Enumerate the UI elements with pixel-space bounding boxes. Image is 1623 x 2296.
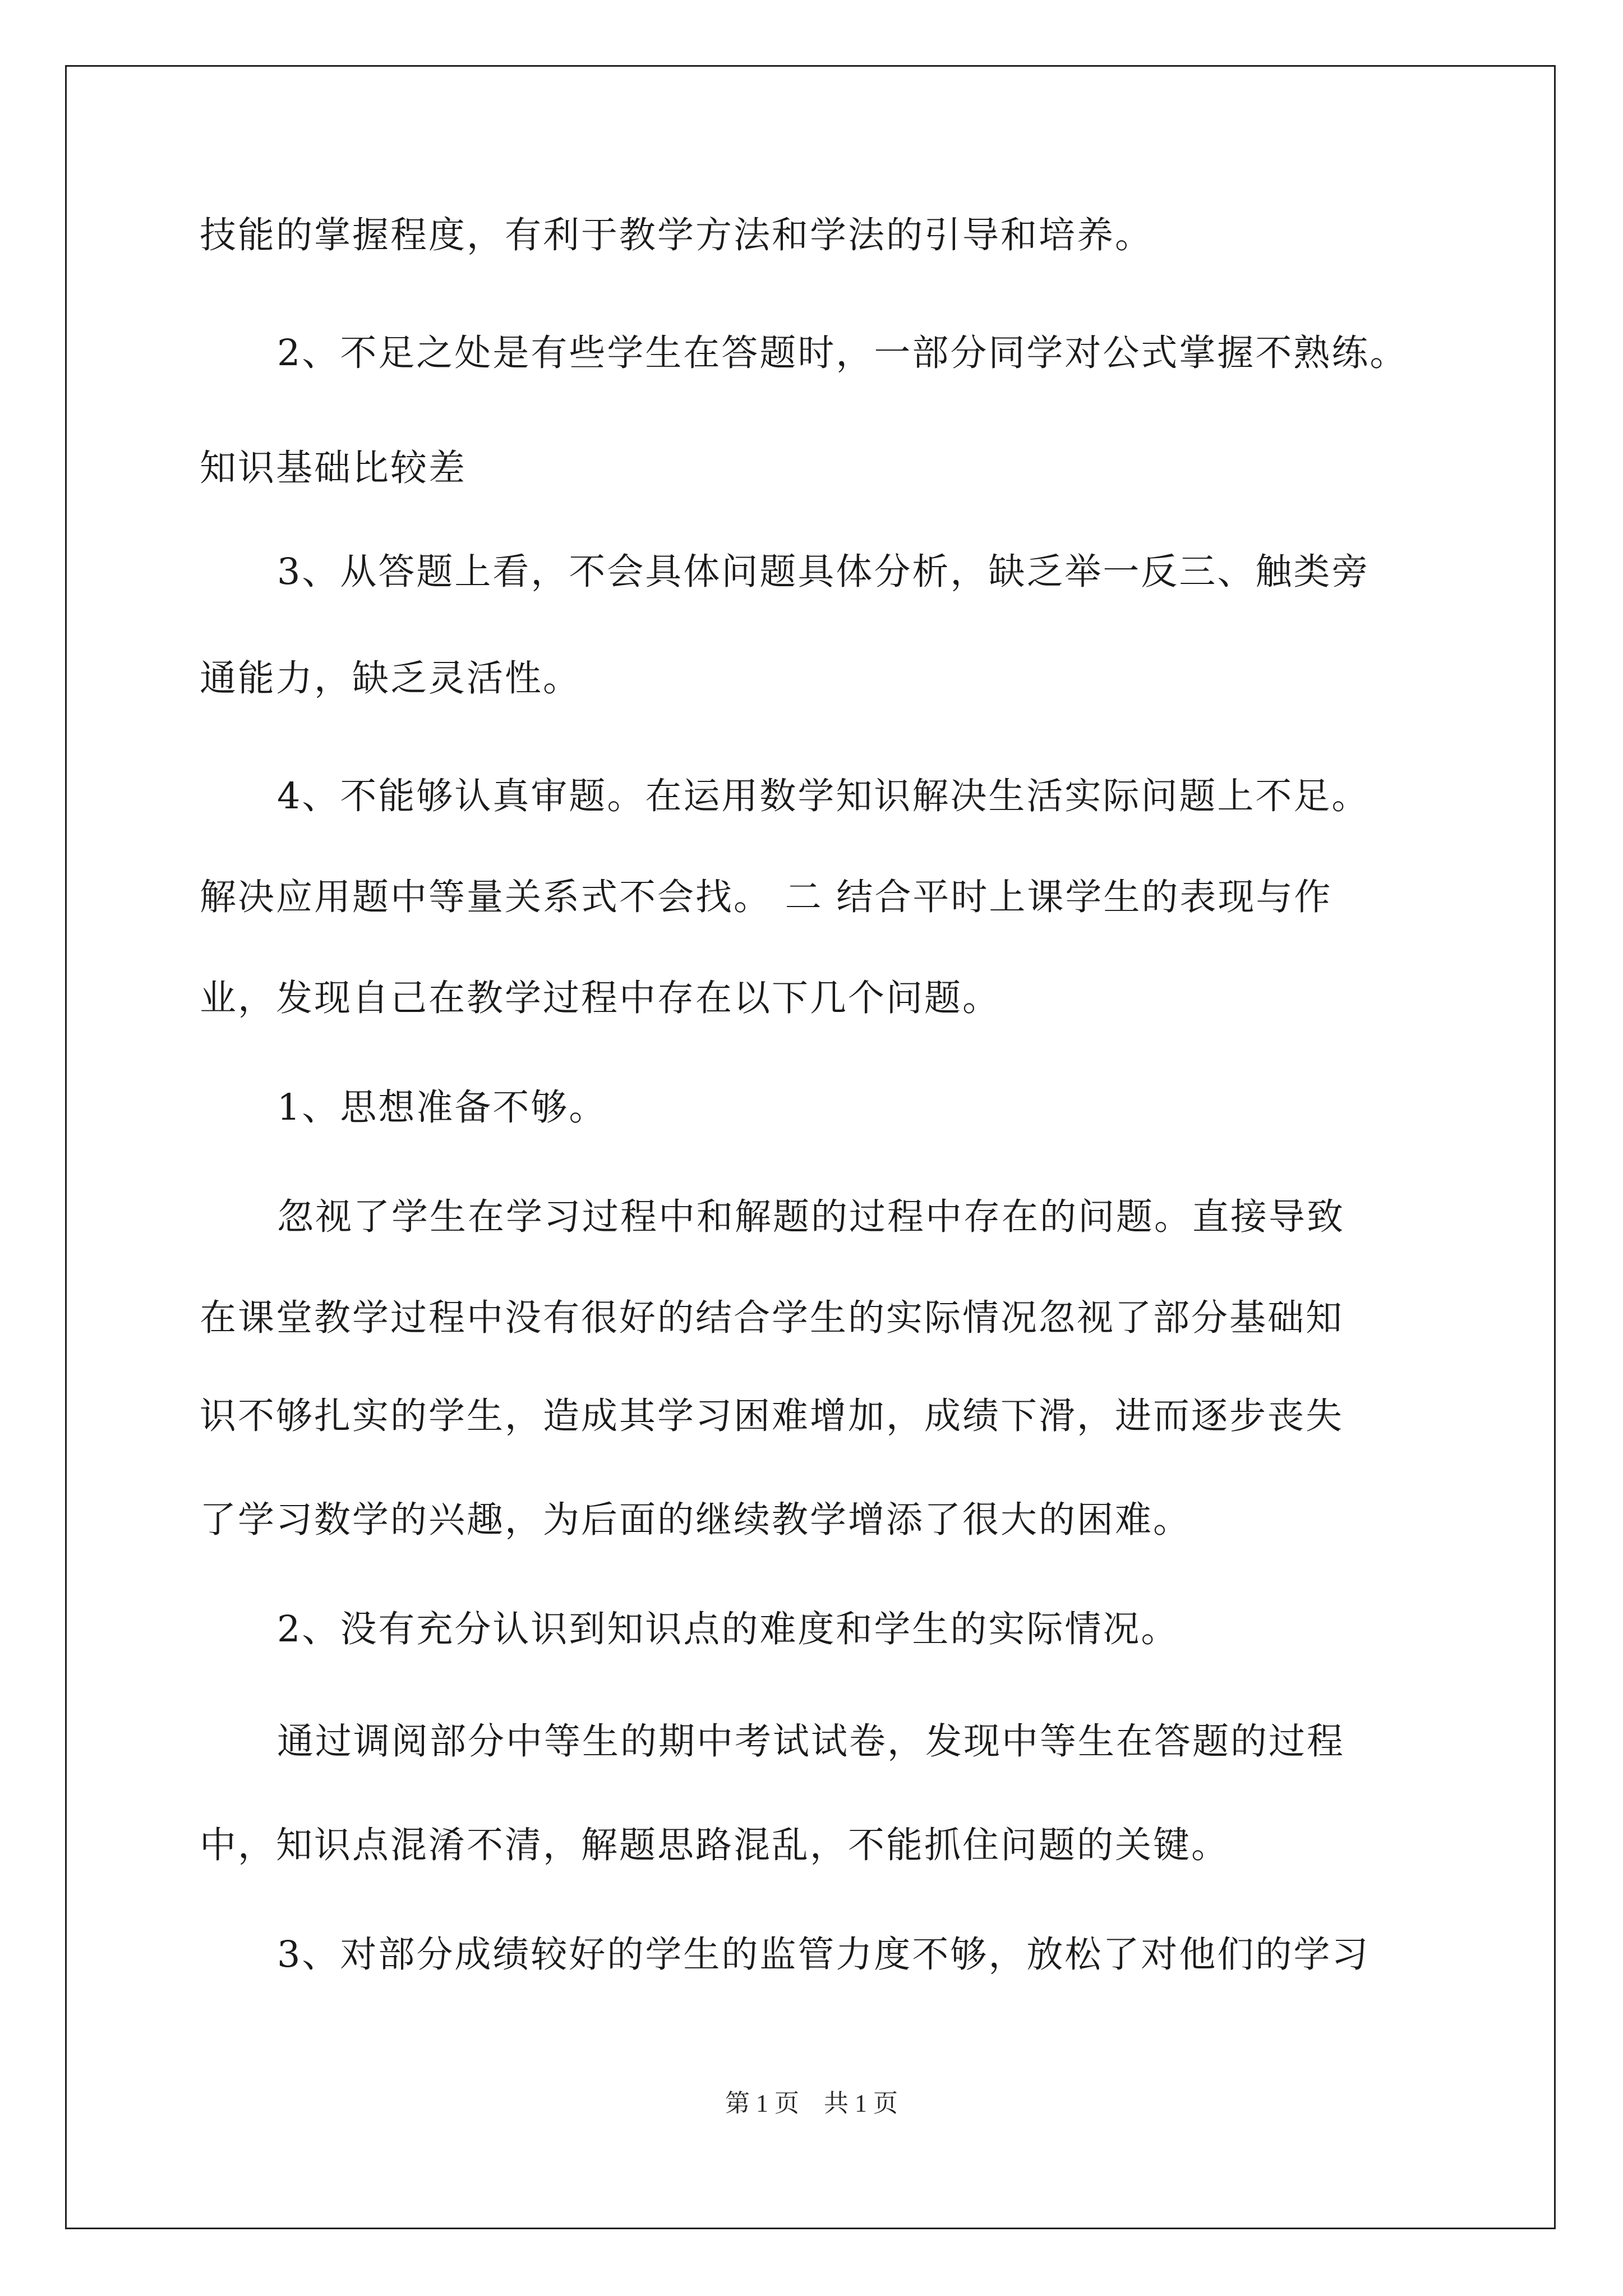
text-line: 1、思想准备不够。 — [277, 1087, 607, 1129]
text-line: 业，发现自己在教学过程中存在以下几个问题。 — [200, 977, 1001, 1019]
text-line: 技能的掌握程度，有利于教学方法和学法的引导和培养。 — [200, 214, 1154, 256]
text-line: 中，知识点混淆不清，解题思路混乱，不能抓住问题的关键。 — [200, 1824, 1230, 1866]
text-line: 通过调阅部分中等生的期中考试试卷，发现中等生在答题的过程 — [277, 1720, 1345, 1763]
text-line: 知识基础比较差 — [200, 447, 467, 489]
text-line: 在课堂教学过程中没有很好的结合学生的实际情况忽视了部分基础知 — [200, 1297, 1344, 1339]
text-line: 忽视了学生在学习过程中和解题的过程中存在的问题。直接导致 — [277, 1196, 1345, 1238]
text-line: 解决应用题中等量关系式不会找。 二 结合平时上课学生的表现与作 — [200, 876, 1332, 918]
text-line: 3、从答题上看，不会具体问题具体分析，缺乏举一反三、触类旁 — [277, 551, 1370, 593]
text-line: 2、不足之处是有些学生在答题时，一部分同学对公式掌握不熟练。 — [277, 332, 1408, 374]
text-line: 识不够扎实的学生，造成其学习困难增加，成绩下滑，进而逐步丧失 — [200, 1395, 1344, 1437]
text-line: 了学习数学的兴趣，为后面的继续教学增添了很大的困难。 — [200, 1499, 1192, 1541]
text-line: 4、不能够认真审题。在运用数学知识解决生活实际问题上不足。 — [277, 775, 1370, 817]
page-footer: 第 1 页 共 1 页 — [725, 2090, 898, 2117]
text-line: 通能力，缺乏灵活性。 — [200, 657, 582, 700]
text-line: 2、没有充分认识到知识点的难度和学生的实际情况。 — [277, 1608, 1179, 1650]
text-line: 3、对部分成绩较好的学生的监管力度不够，放松了对他们的学习 — [277, 1934, 1370, 1976]
page-border — [65, 65, 1556, 2229]
